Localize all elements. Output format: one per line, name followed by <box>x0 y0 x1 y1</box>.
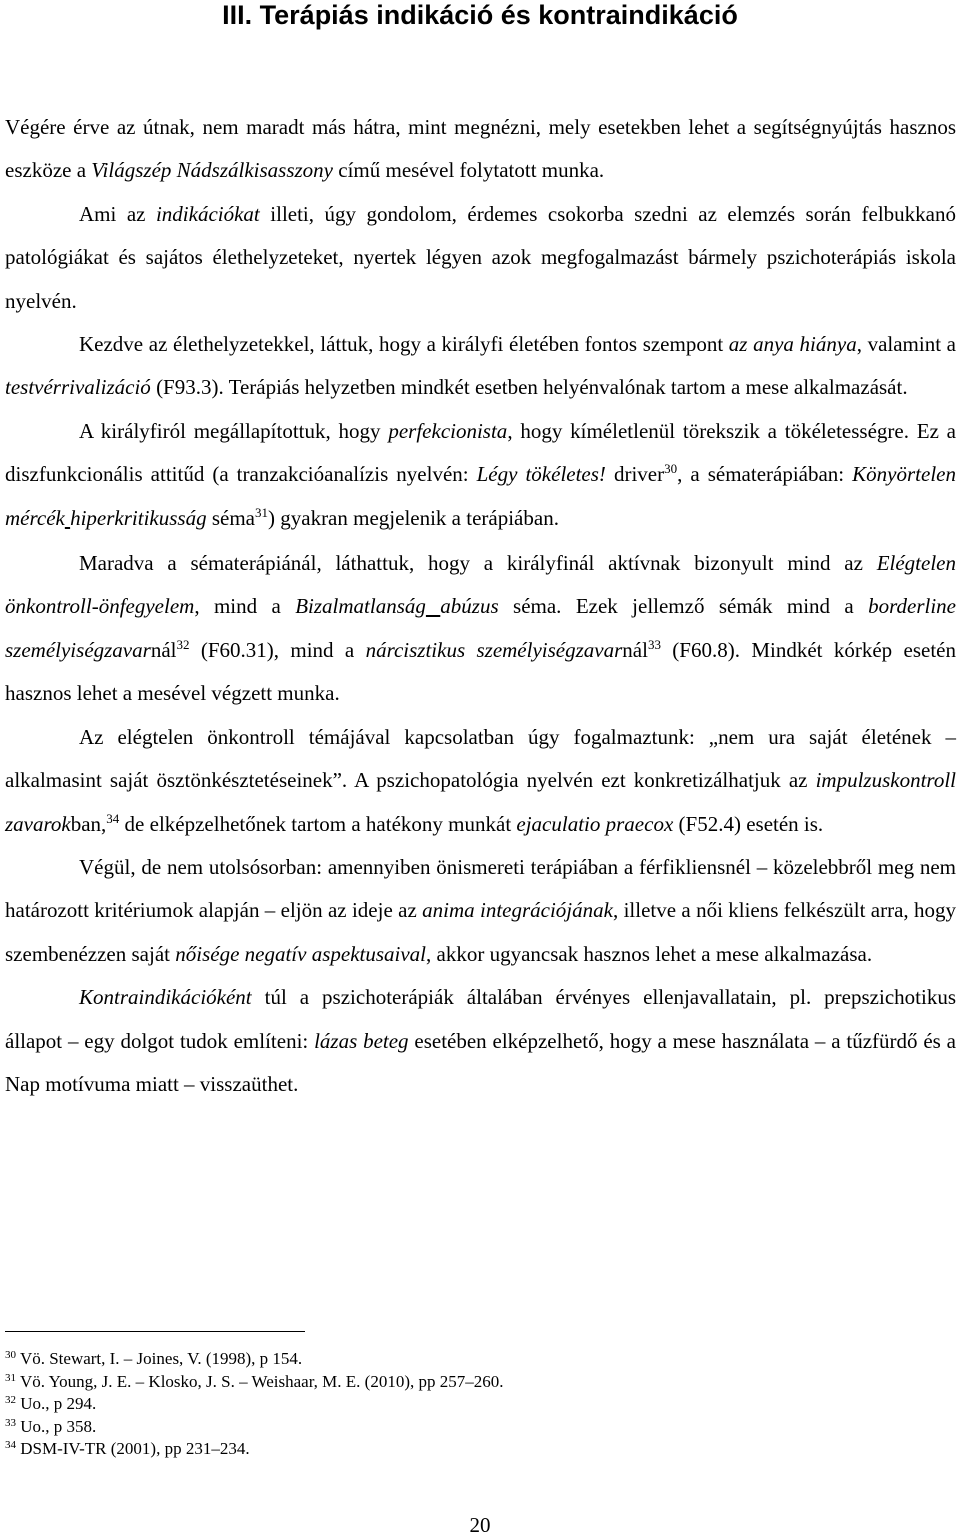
footnote-separator <box>5 1331 305 1332</box>
footnote-30: $^{30}$ Vö. Stewart, I. – Joines, V. (1998), p 154. <box>5 1349 303 1368</box>
footnote-ref-32[interactable]: 32 <box>176 636 190 652</box>
paragraph-2: Ami az indikációkat illeti, úgy gondolom, érdemes csokorba szedni az elemzés során felbukkanó patológiákat és sajátos élethelyzeteket, nyertek légyen azok megfogalmazást bármely pszichoterápiás iskola nyelvén. <box>5 201 956 313</box>
footnote-31: $^{31}$ Vö. Young, J. E. – Klosko, J. S. – Weishaar, M. E. (2010), pp 257–260. <box>5 1371 504 1391</box>
paragraph-1: Végére érve az útnak, nem maradt más hátra, mint megnézni, mely esetekben lehet a segítségnyújtás hasznos eszköze a Világszép Nádszálkisasszony című mesével folytatott munka. <box>5 115 956 183</box>
footnote-ref-30[interactable]: 30 <box>664 461 678 477</box>
chapter-heading: III. Terápiás indikáció és kontraindikáció <box>222 0 738 30</box>
paragraph-6: Az elégtelen önkontroll témájával kapcsolatban úgy fogalmaztunk: „nem ura saját életének – alkalmasint saját ösztönkésztetéseinek”. A pszichopatológia nyelvén ezt konkretizálhatjuk az impulzuskontroll zavarokban,$^{34}$ de elképzelhetőnek tartom a hatékony munkát ejaculatio praecox (F52.4) esetén is. <box>5 724 956 836</box>
footnotes <box>5 1348 945 1461</box>
page-number: 20 <box>469 1513 491 1537</box>
paragraph-8: Kontraindikációként túl a pszichoterápiák általában érvényes ellenjavallatain, pl. prepszichotikus állapot – egy dolgot tudok említeni: lázas beteg esetében elképzelhető, hogy a mese használata – a tűzfürdő és a Nap motívuma miatt – visszaüthet. <box>5 985 956 1096</box>
body-text <box>5 106 956 1106</box>
paragraph-3: Kezdve az élethelyzetekkel, láttuk, hogy a királyfi életében fontos szempont az anya hiánya, valamint a testvérrivalizáció (F93.3). Terápiás helyzetben mindkét esetben helyénvalónak tartom a mese alkalmazását. <box>5 332 956 400</box>
footnote-33: $^{33}$ Uo., p 358. <box>5 1416 97 1436</box>
paragraph-4: A királyfiról megállapítottuk, hogy perfekcionista, hogy kíméletlenül törekszik a tökéletességre. Ez a diszfunkcionális attitűd (a tranzakcióanalízis nyelvén: Légy tökéletes! driver$^{30}$, a sématerápiában: Könyörtelen mércék hiperkritikusság séma$^{31}$) gyakran megjelenik a terápiában. <box>5 418 956 530</box>
paragraph-5: Maradva a sématerápiánál, láthattuk, hogy a királyfinál aktívnak bizonyult mind az Elégtelen önkontroll-önfegyelem, mind a Bizalmatlanság abúzus séma. Ezek jellemző sémák mind a borderline személyiségzavarnál$^{32}$ (F60.31), mind a nárcisztikus személyiségzavarnál$^{33}$ (F60.8). Mindkét kórkép esetén hasznos lehet a mesével végzett munka. <box>5 551 957 706</box>
footnote-ref-31[interactable]: 31 <box>255 504 268 520</box>
footnote-ref-33[interactable]: 33 <box>647 636 661 652</box>
footnote-ref-34[interactable]: 34 <box>106 810 120 826</box>
paragraph-7: Végül, de nem utolsósorban: amennyiben önismereti terápiában a férfikliensnél – közelebbről meg nem határozott kritériumok alapján – eljön az ideje az anima integrációjának, illetve a női kliens felkészült arra, hogy szembenézzen saját nőisége negatív aspektusaival, akkor ugyancsak hasznos lehet a mese alkalmazása. <box>5 854 956 966</box>
footnote-32: $^{32}$ Uo., p 294. <box>5 1394 97 1413</box>
footnote-34: $^{34}$ DSM-IV-TR (2001), pp 231–234. <box>5 1439 250 1458</box>
